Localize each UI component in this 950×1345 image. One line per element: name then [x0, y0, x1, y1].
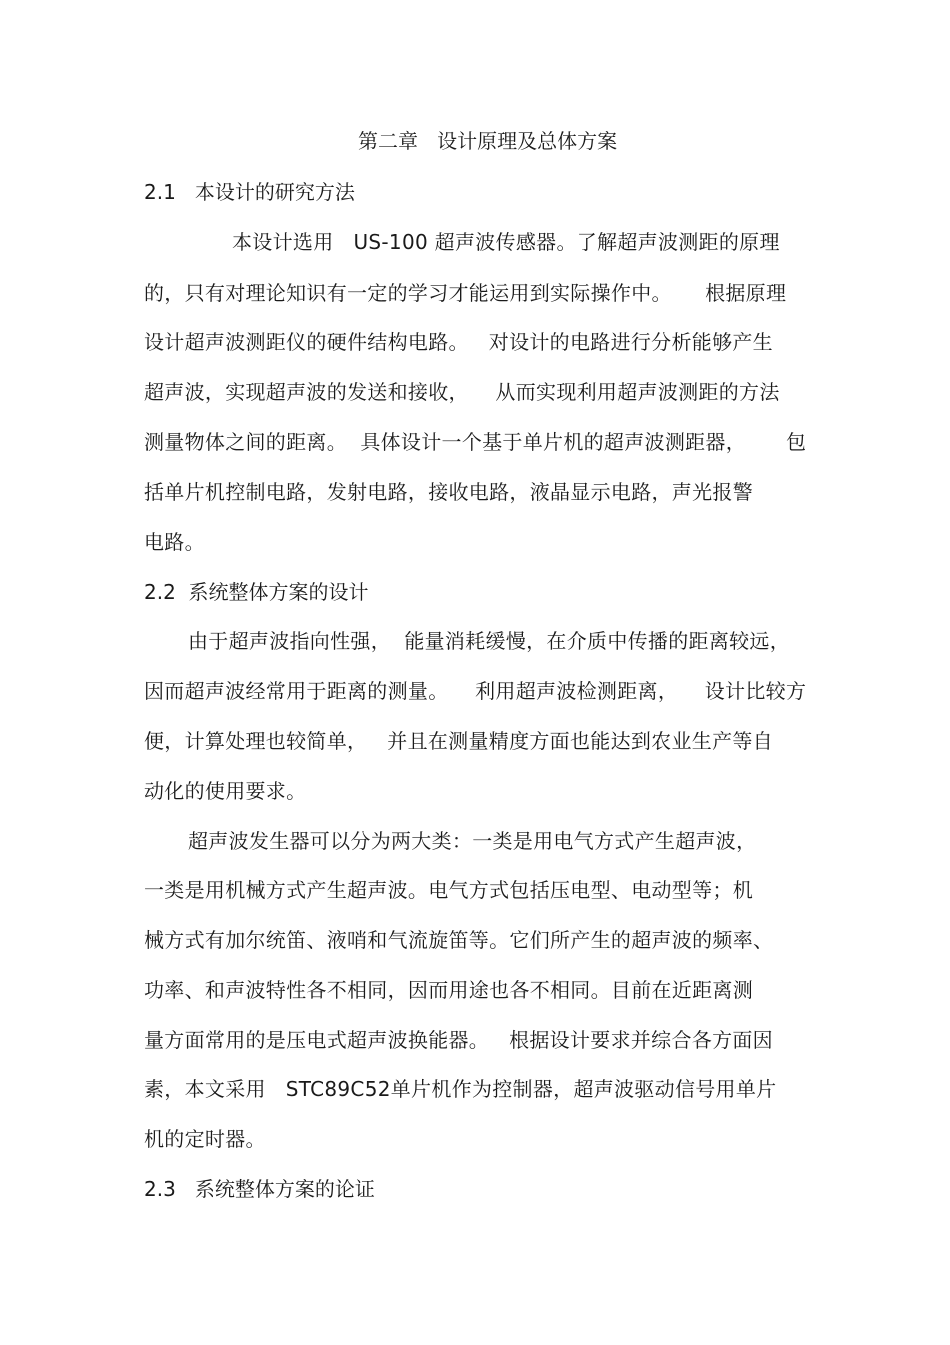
- chapter-title: 第二章 设计原理及总体方案: [358, 129, 618, 153]
- paragraph-line: 超声波发生器可以分为两大类：一类是用电气方式产生超声波，: [188, 829, 757, 853]
- section-heading-2-2: 2.2 系统整体方案的设计: [144, 580, 369, 604]
- section-heading-2-3: 2.3 系统整体方案的论证: [144, 1177, 375, 1201]
- paragraph-line: 功率、和声波特性各不相同，因而用途也各不相同。目前在近距离测: [144, 978, 753, 1002]
- paragraph-line: 量方面常用的是压电式超声波换能器。 根据设计要求并综合各方面因: [144, 1028, 773, 1052]
- paragraph-line: 由于超声波指向性强， 能量消耗缓慢，在介质中传播的距离较远，: [188, 629, 791, 653]
- paragraph-line: 一类是用机械方式产生超声波。电气方式包括压电型、电动型等；机: [144, 878, 753, 902]
- paragraph-line: 因而超声波经常用于距离的测量。 利用超声波检测距离， 设计比较方: [144, 679, 807, 703]
- paragraph-line: 括单片机控制电路，发射电路，接收电路，液晶显示电路，声光报警: [144, 480, 753, 504]
- paragraph-line: 超声波，实现超声波的发送和接收， 从而实现利用超声波测距的方法: [144, 380, 780, 404]
- paragraph-line: 动化的使用要求。: [144, 779, 307, 803]
- paragraph-line: 本设计选用 US-100 超声波传感器。了解超声波测距的原理: [232, 230, 780, 254]
- paragraph-line: 便，计算处理也较简单， 并且在测量精度方面也能达到农业生产等自: [144, 729, 773, 753]
- paragraph-line: 素，本文采用 STC89C52单片机作为控制器，超声波驱动信号用单片: [144, 1077, 777, 1101]
- paragraph-line: 电路。: [144, 530, 205, 554]
- paragraph-line: 机的定时器。: [144, 1127, 266, 1151]
- section-heading-2-1: 2.1 本设计的研究方法: [144, 180, 355, 204]
- paragraph-line: 的，只有对理论知识有一定的学习才能运用到实际操作中。 根据原理: [144, 281, 787, 305]
- paragraph-line: 设计超声波测距仪的硬件结构电路。 对设计的电路进行分析能够产生: [144, 330, 773, 354]
- paragraph-line: 械方式有加尔统笛、液哨和气流旋笛等。它们所产生的超声波的频率、: [144, 928, 774, 952]
- paragraph-line: 测量物体之间的距离。 具体设计一个基于单片机的超声波测距器， 包: [144, 430, 807, 454]
